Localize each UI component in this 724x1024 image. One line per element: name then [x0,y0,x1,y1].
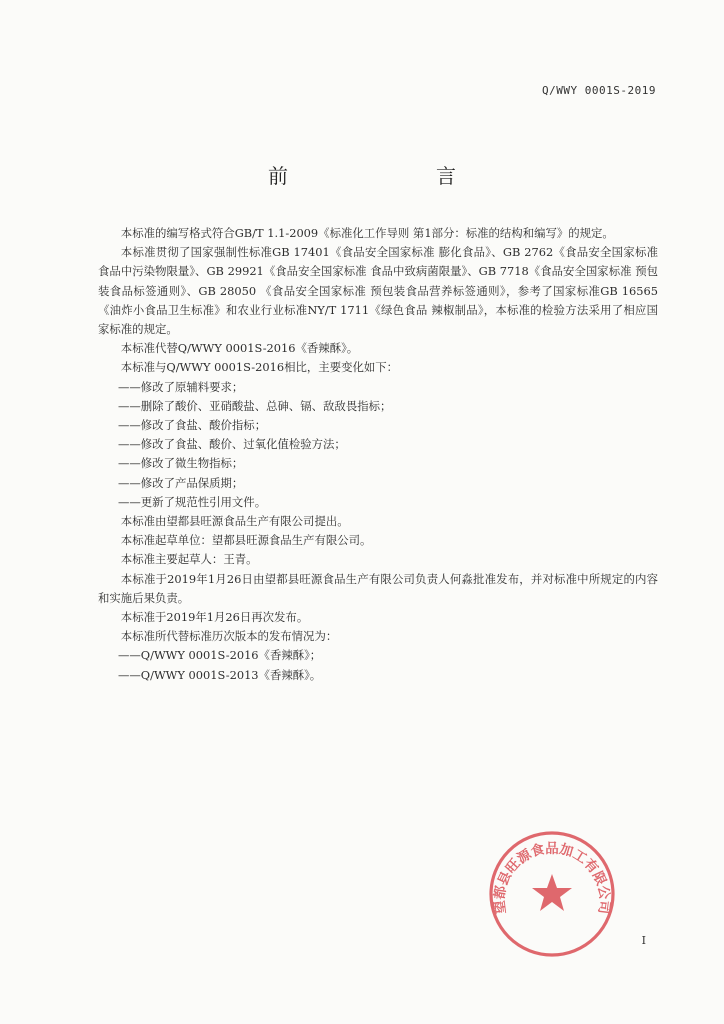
paragraph-format: 本标准的编写格式符合GB/T 1.1-2009《标准化工作导则 第1部分：标准的结构和编写》的规定。 [120,226,614,240]
change-item: ——修改了产品保质期； [118,475,244,490]
page-number: I [641,934,646,947]
preface-body [98,224,658,685]
paragraph-standards: 本标准贯彻了国家强制性标准GB 17401《食品安全国家标准 膨化食品》、GB 2762《食品安全国家标准 食品中污染物限量》、GB 29921《食品安全国家标准 食品中致病菌限量》、GB 7718《食品安全国家标准 预包装食品标签通则》、GB 28050 《食品安全国家标准 预包装食品营养标签通则》，参考了国家标准GB 16565《油炸小食品卫生标准》和农业行业标准NY/T 1711《绿色食品 辣椒制品》，本标准的检验方法采用了相应国家标准的规定。 [98,245,658,337]
change-item: ——更新了规范性引用文件。 [118,494,267,509]
seal-star-icon [532,874,572,911]
paragraph-approval: 本标准于2019年1月26日由望都县旺源食品生产有限公司负责人何淼批准发布，并对标准中所规定的内容和实施后果负责。 [98,571,658,605]
paragraph-drafting-unit: 本标准起草单位：望都县旺源食品生产有限公司。 [120,533,372,548]
change-item: ——修改了食盐、酸价指标； [118,418,267,433]
page-title: 前 言 [268,164,520,188]
paragraph-proposer: 本标准由望都县旺源食品生产有限公司提出。 [120,514,349,529]
history-item: ——Q/WWY 0001S-2016《香辣酥》； [118,648,322,663]
document-code: Q/WWY 0001S-2019 [542,84,656,97]
change-item: ——修改了食盐、酸价、过氧化值检验方法； [118,437,346,452]
history-item: ——Q/WWY 0001S-2013《香辣酥》。 [118,667,322,682]
change-item: ——删除了酸价、亚硝酸盐、总砷、镉、敌敌畏指标； [118,398,392,413]
change-item: ——修改了原辅料要求； [118,379,244,394]
seal-text: 望都县旺源食品加工有限公司 [491,840,613,915]
paragraph-history-intro: 本标准所代替标准历次版本的发布情况为： [120,629,338,644]
paragraph-replaces: 本标准代替Q/WWY 0001S-2016《香辣酥》。 [120,341,359,356]
paragraph-changes-intro: 本标准与Q/WWY 0001S-2016相比，主要变化如下： [120,360,399,375]
company-seal-stamp [486,828,618,960]
paragraph-drafter: 本标准主要起草人：王青。 [120,552,258,567]
paragraph-republish: 本标准于2019年1月26日再次发布。 [120,610,309,625]
change-item: ——修改了微生物指标； [118,456,244,471]
